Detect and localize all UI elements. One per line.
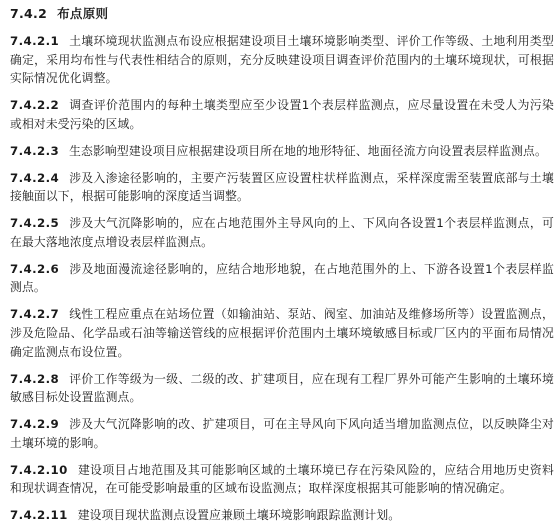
clause-7-4-2-11	[10, 506, 554, 525]
clause-7-4-2-1	[10, 32, 554, 88]
clause-text: 建设项目现状监测点设置应兼顾土壤环境影响跟踪监测计划。	[77, 508, 401, 523]
clause-number: 7.4.2.11	[10, 508, 68, 523]
section-heading	[10, 4, 554, 24]
clause-text: 涉及大气沉降影响的，应在占地范围外主导风向的上、下风向各设置1个表层样监测点，可在最大落地浓度点增设表层样监测点。	[10, 216, 554, 249]
clause-number: 7.4.2.3	[10, 143, 60, 158]
clause-7-4-2-4	[10, 169, 554, 206]
clause-number: 7.4.2.4	[10, 170, 60, 185]
clause-text: 涉及入渗途径影响的，主要产污装置区应设置柱状样监测点，采样深度需至装置底部与土壤接触面以下，根据可能影响的深度适当调整。	[10, 170, 554, 204]
clause-text: 涉及地面漫流途径影响的，应结合地形地貌，在占地范围外的上、下游各设置1个表层样监测点。	[10, 261, 554, 295]
clause-7-4-2-7	[10, 305, 554, 361]
clause-text: 建设项目占地范围及其可能影响区域的土壤环境已存在污染风险的，应结合用地历史资料和现状调查情况，在可能受影响最重的区域布设监测点；取样深度根据其可能影响的情况确定。	[10, 462, 554, 496]
clause-7-4-2-8	[10, 370, 554, 407]
clause-number: 7.4.2.6	[10, 261, 60, 276]
clause-text: 土壤环境现状监测点布设应根据建设项目土壤环境影响类型、评价工作等级、土地利用类型确定，采用均布性与代表性相结合的原则，充分反映建设项目调查评价范围内的土壤环境现状，可根据实际情况优化调整。	[10, 34, 554, 86]
clause-text: 涉及大气沉降影响的改、扩建项目，可在主导风向下风向适当增加监测点位，以反映降尘对土壤环境的影响。	[10, 417, 554, 450]
clause-7-4-2-2	[10, 96, 554, 133]
section-number: 7.4.2	[10, 6, 48, 21]
clause-7-4-2-10	[10, 461, 554, 498]
clause-text: 线性工程应重点在站场位置（如输油站、泵站、阀室、加油站及维修场所等）设置监测点，涉及危险品、化学品或石油等输送管线的应根据评价范围内土壤环境敏感目标或厂区内的平面布局情况确定监测点布设位置。	[10, 307, 554, 359]
clause-number: 7.4.2.5	[10, 216, 60, 231]
clause-7-4-2-3	[10, 142, 554, 161]
clause-text: 评价工作等级为一级、二级的改、扩建项目，应在现有工程厂界外可能产生影响的土壤环境敏感目标处设置监测点。	[10, 371, 554, 405]
clause-text: 调查评价范围内的每种土壤类型应至少设置1个表层样监测点，应尽量设置在未受人为污染或相对未受污染的区域。	[10, 98, 554, 131]
clause-number: 7.4.2.8	[10, 371, 60, 386]
clause-7-4-2-5	[10, 214, 554, 251]
clause-number: 7.4.2.1	[10, 34, 60, 48]
clause-7-4-2-9	[10, 415, 554, 452]
clause-number: 7.4.2.10	[10, 462, 68, 477]
clause-7-4-2-6	[10, 260, 554, 297]
clause-number: 7.4.2.2	[10, 98, 60, 113]
clause-number: 7.4.2.7	[10, 307, 60, 322]
section-title: 布点原则	[57, 6, 109, 21]
clause-number: 7.4.2.9	[10, 417, 60, 432]
clause-text: 生态影响型建设项目应根据建设项目所在地的地形特征、地面径流方向设置表层样监测点。	[69, 143, 547, 158]
